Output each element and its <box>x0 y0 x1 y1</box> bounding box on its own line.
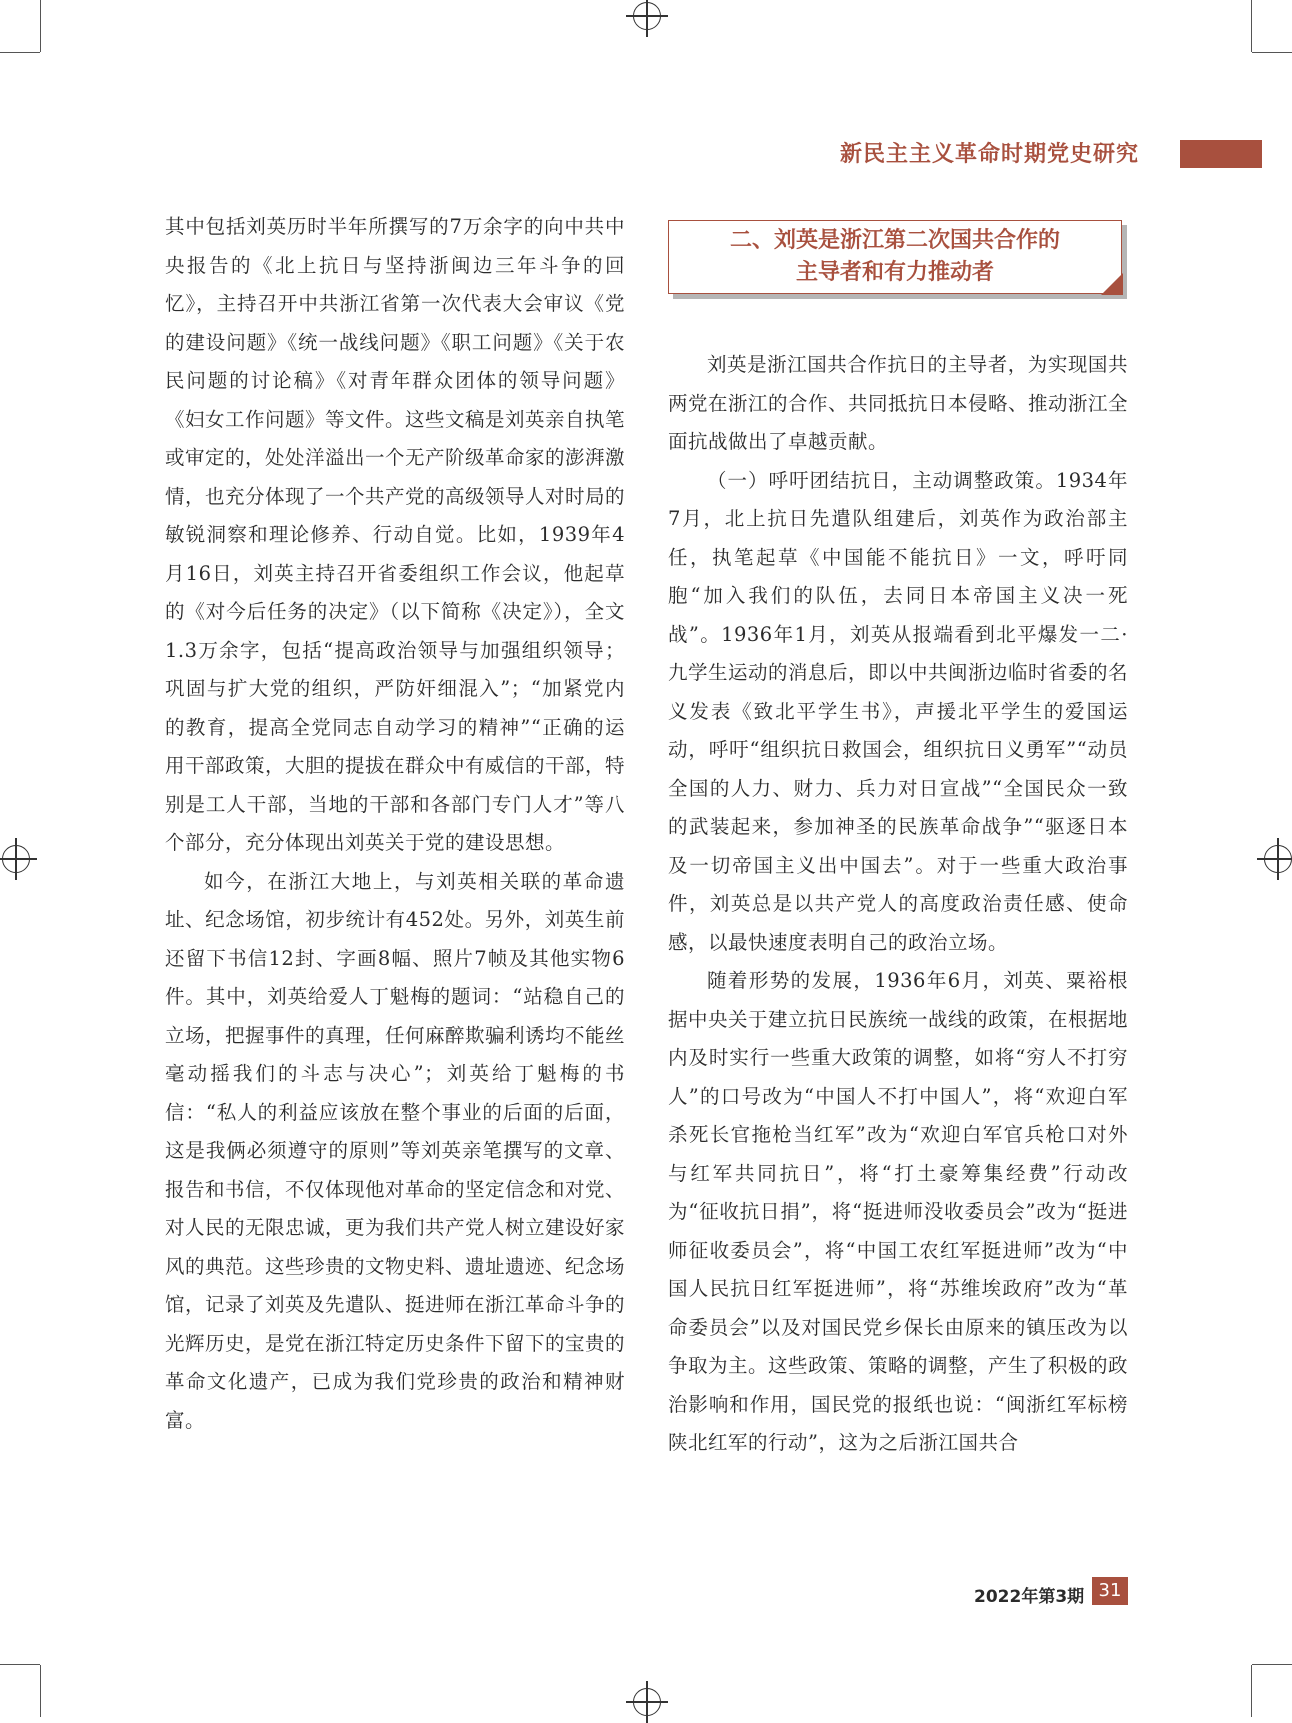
crop-mark <box>40 0 41 52</box>
section-accent-bar <box>1180 140 1262 168</box>
registration-mark-icon <box>1264 845 1292 873</box>
crop-mark <box>0 1664 40 1665</box>
corner-triangle-icon <box>1101 273 1123 295</box>
section-heading-line: 主导者和有力推动者 <box>795 260 994 285</box>
right-column <box>668 346 1128 1463</box>
paragraph: （一）呼吁团结抗日，主动调整政策。1934年7月，北上抗日先遣队组建后，刘英作为政治部主任，执笔起草《中国能不能抗日》一文，呼吁同胞“加入我们的队伍，去同日本帝国主义决一死战”。1936年1月，刘英从报端看到北平爆发一二·九学生运动的消息后，即以中共闽浙边临时省委的名义发表《致北平学生书》，声援北平学生的爱国运动，呼吁“组织抗日救国会，组织抗日义勇军”“动员全国的人力、财力、兵力对日宣战”“全国民众一致的武装起来，参加神圣的民族革命战争”“驱逐日本及一切帝国主义出中国去”。对于一些重大政治事件，刘英总是以共产党人的高度政治责任感、使命感，以最快速度表明自己的政治立场。 <box>668 468 1129 954</box>
page-number: 31 <box>1092 1577 1128 1605</box>
registration-mark-icon <box>633 1688 661 1716</box>
crop-mark <box>0 52 40 53</box>
crop-mark <box>40 1665 41 1717</box>
crop-mark <box>1252 1664 1292 1665</box>
paragraph: 其中包括刘英历时半年所撰写的7万余字的向中共中央报告的《北上抗日与坚持浙闽边三年斗争的回忆》，主持召开中共浙江省第一次代表大会审议《党的建设问题》《统一战线问题》《职工问题》《关于农民问题的讨论稿》《对青年群众团体的领导问题》《妇女工作问题》等文件。这些文稿是刘英亲自执笔或审定的，处处洋溢出一个无产阶级革命家的澎湃激情，也充分体现了一个共产党的高级领导人对时局的敏锐洞察和理论修养、行动自觉。比如，1939年4月16日，刘英主持召开省委组织工作会议，他起草的《对今后任务的决定》（以下简称《决定》），全文1.3万余字，包括“提高政治领导与加强组织领导；巩固与扩大党的组织，严防奸细混入”；“加紧党内的教育，提高全党同志自动学习的精神”“正确的运用干部政策，大胆的提拔在群众中有威信的干部，特别是工人干部，当地的干部和各部门专门人才”等八个部分，充分体现出刘英关于党的建设思想。 <box>165 215 626 854</box>
section-heading-box <box>668 220 1122 294</box>
crop-mark <box>1251 1665 1252 1717</box>
crop-mark <box>1251 0 1252 52</box>
paragraph: 刘英是浙江国共合作抗日的主导者，为实现国共两党在浙江的合作、共同抵抗日本侵略、推动浙江全面抗战做出了卓越贡献。 <box>668 353 1129 453</box>
registration-mark-icon <box>633 2 661 30</box>
section-label: 新民主主义革命时期党史研究 <box>840 142 1140 167</box>
left-column <box>165 208 625 1440</box>
paragraph: 如今，在浙江大地上，与刘英相关联的革命遗址、纪念场馆，初步统计有452处。另外，刘英生前还留下书信12封、字画8幅、照片7帧及其他实物6件。其中，刘英给爱人丁魁梅的题词：“站稳自己的立场，把握事件的真理，任何麻醉欺骗利诱均不能丝毫动摇我们的斗志与决心”；刘英给丁魁梅的书信：“私人的利益应该放在整个事业的后面的后面，这是我俩必须遵守的原则”等刘英亲笔撰写的文章、报告和书信，不仅体现他对革命的坚定信念和对党、对人民的无限忠诚，更为我们共产党人树立建设好家风的典范。这些珍贵的文物史料、遗址遗迹、纪念场馆，记录了刘英及先遣队、挺进师在浙江革命斗争的光辉历史，是党在浙江特定历史条件下留下的宝贵的革命文化遗产，已成为我们党珍贵的政治和精神财富。 <box>165 869 626 1432</box>
issue-label: 2022年第3期 <box>974 1587 1085 1607</box>
section-heading-line: 二、刘英是浙江第二次国共合作的 <box>729 228 1060 253</box>
registration-mark-icon <box>2 845 30 873</box>
paragraph: 随着形势的发展，1936年6月，刘英、粟裕根据中央关于建立抗日民族统一战线的政策，在根据地内及时实行一些重大政策的调整，如将“穷人不打穷人”的口号改为“中国人不打中国人”，将“欢迎白军杀死长官拖枪当红军”改为“欢迎白军官兵枪口对外与红军共同抗日”，将“打土豪筹集经费”行动改为“征收抗日捐”，将“挺进师没收委员会”改为“挺进师征收委员会”，将“中国工农红军挺进师”改为“中国人民抗日红军挺进师”，将“苏维埃政府”改为“革命委员会”以及对国民党乡保长由原来的镇压改为以争取为主。这些政策、策略的调整，产生了积极的政治影响和作用，国民党的报纸也说：“闽浙红军标榜陕北红军的行动”，这为之后浙江国共合 <box>668 969 1129 1454</box>
crop-mark <box>1252 52 1292 53</box>
